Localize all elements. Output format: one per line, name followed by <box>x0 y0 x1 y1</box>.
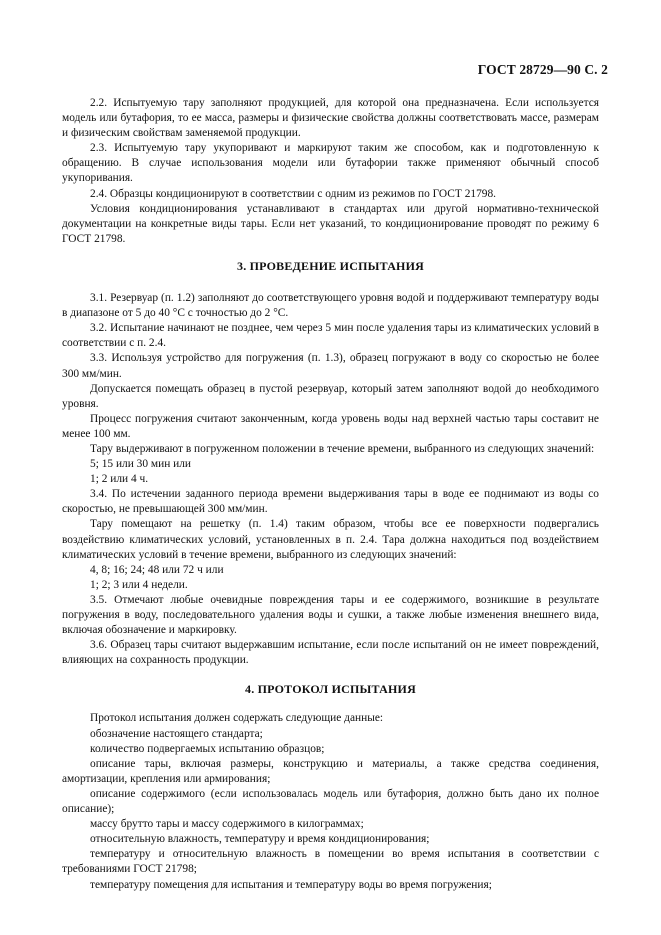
section-4-title: 4. ПРОТОКОЛ ИСПЫТАНИЯ <box>245 682 416 697</box>
paragraph-2-2: 2.2. Испытуемую тару заполняют продукцией, для которой она предназначена. Если используется модель или бутафория, то ее масса, размеры и физические свойства должны соответствовать массе, размерам и физическим свойствам заменяемой продукции. <box>62 97 599 140</box>
list-item: обозначение настоящего стандарта; <box>90 727 263 740</box>
paragraph-hold-time: Тару выдерживают в погруженном положении в течение времени, выбранного из следующих значений: <box>90 442 595 455</box>
paragraph-3-1: 3.1. Резервуар (п. 1.2) заполняют до соответствующего уровня водой и поддерживают температуру воды в диапазоне от 5 до 40 °С с точностью до 2 °С. <box>62 292 599 320</box>
paragraph-2-4: 2.4. Образцы кондиционируют в соответствии с одним из режимов по ГОСТ 21798. <box>90 187 497 200</box>
list-item-hours-2: 4, 8; 16; 24; 48 или 72 ч или <box>90 563 224 576</box>
paragraph-3-6: 3.6. Образец тары считают выдержавшим испытание, если после испытаний он не имеет повреждений, влияющих на сохранность продукции. <box>62 639 599 667</box>
list-item: количество подвергаемых испытанию образцов; <box>90 742 325 755</box>
document-body <box>62 96 599 893</box>
paragraph-3-5: 3.5. Отмечают любые очевидные повреждения тары и ее содержимого, возникшие в результате погружения в воду, последовательного удаления воды и сушки, а также любые изменения внешнего вида, включая обозначение и маркировку. <box>62 593 599 637</box>
list-item-minutes: 5; 15 или 30 мин или <box>90 458 192 471</box>
paragraph-empty-tank: Допускается помещать образец в пустой резервуар, который затем заполняют водой до необходимого уровня. <box>62 382 599 410</box>
section-3-title: 3. ПРОВЕДЕНИЕ ИСПЫТАНИЯ <box>237 258 424 273</box>
list-item: относительную влажность, температуру и время кондиционирования; <box>90 833 430 846</box>
paragraph-immersion-complete: Процесс погружения считают законченным, когда уровень воды над верхней частью тары составит не менее 100 мм. <box>62 412 599 440</box>
protocol-intro: Протокол испытания должен содержать следующие данные: <box>90 712 384 725</box>
page-header: ГОСТ 28729—90 С. 2 <box>477 62 608 77</box>
paragraph-3-3: 3.3. Используя устройство для погружения (п. 1.3), образец погружают в воду со скоростью не более 300 мм/мин. <box>62 352 599 380</box>
paragraph-2-3: 2.3. Испытуемую тару укупоривают и маркируют таким же способом, как и подготовленную к обращению. В случае использования модели или бутафории также применяют обычный способ укупоривания. <box>62 142 599 185</box>
paragraph-conditioning: Условия кондиционирования устанавливают в стандартах или другой нормативно-технической документации на конкретные виды тары. Если нет указаний, то кондиционирование проводят по режиму 6 ГОСТ 21798. <box>62 202 599 245</box>
paragraph-grate: Тару помещают на решетку (п. 1.4) таким образом, чтобы все ее поверхности подвергались воздействию климатических условий, установленных в п. 2.4. Тара должна находиться под воздействием климатических условий в течение времени, выбранного из следующих значений: <box>62 518 599 561</box>
list-item-weeks: 1; 2; 3 или 4 недели. <box>90 578 188 591</box>
paragraph-3-4: 3.4. По истечении заданного периода времени выдерживания тары в воде ее поднимают из воды со скоростью, не превышающей 300 мм/мин. <box>62 488 599 516</box>
list-item-hours: 1; 2 или 4 ч. <box>90 473 149 486</box>
list-item: описание тары, включая размеры, конструкцию и материалы, а также средства соединения, амортизации, крепления или армирования; <box>62 757 599 785</box>
list-item: массу брутто тары и массу содержимого в килограммах; <box>90 818 364 831</box>
list-item: температуру и относительную влажность в помещении во время испытания в соответствии с требованиями ГОСТ 21798; <box>62 848 599 876</box>
list-item: температуру помещения для испытания и температуру воды во время погружения; <box>90 878 492 891</box>
list-item: описание содержимого (если использовалась модель или бутафория, должно быть дано их полное описание); <box>62 787 599 816</box>
paragraph-3-2: 3.2. Испытание начинают не позднее, чем через 5 мин после удаления тары из климатических условий в соответствии с п. 2.4. <box>62 322 599 350</box>
